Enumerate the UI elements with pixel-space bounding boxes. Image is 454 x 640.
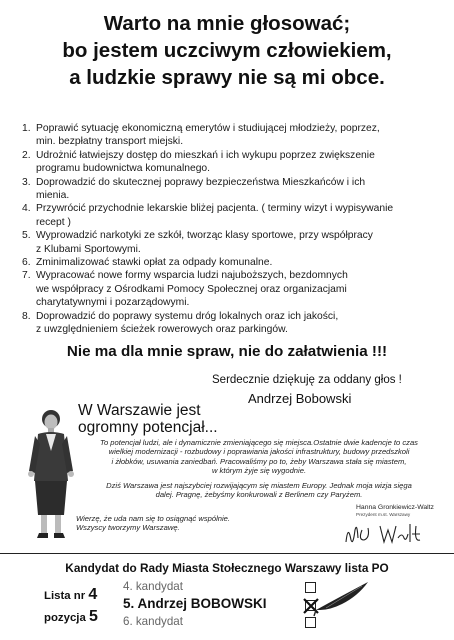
program-item-number: 4. <box>22 203 31 215</box>
program-item-line: programu budownictwa komunalnego. <box>36 163 211 175</box>
program-item-line: min. bezpłatny transport miejski. <box>36 136 184 148</box>
program-item-line: mienia. <box>36 190 70 202</box>
program-item <box>22 269 442 309</box>
thanks-note: Serdecznie dziękuję za oddany głos ! <box>212 374 402 386</box>
endorsement-paragraph <box>80 438 438 476</box>
program-item <box>22 176 442 203</box>
position-number: 5 <box>88 608 98 625</box>
program-item-line: Zminimalizować stawki opłat za odpady komunalne. <box>36 257 273 269</box>
program-item <box>22 202 442 229</box>
program-item-line: z Klubami Sportowymi. <box>36 243 141 255</box>
endorsement-closing-line: Wierzę, że uda nam się to osiągnąć wspólnie. <box>76 514 230 523</box>
program-item-line: Poprawić sytuację ekonomiczną emerytów i studiującej młodzieży, poprzez, <box>36 123 380 134</box>
endorsement-title <box>78 402 218 436</box>
list-number: 4 <box>88 586 98 603</box>
heading-line: Warto na mnie głosować; <box>103 12 351 35</box>
endorsement-body <box>80 438 438 504</box>
program-item-line: recept ) <box>36 216 71 228</box>
program-item-number: 8. <box>22 310 31 322</box>
program-item <box>22 256 442 269</box>
program-item-line: Udrożnić łatwiejszy dostęp do mieszkań i ich wykupu poprzez zwiększenie <box>36 149 375 161</box>
program-item-line: Doprowadzić do skutecznej poprawy bezpieczeństwa Mieszkańców i ich <box>36 176 366 188</box>
candidate-line: Kandydat do Rady Miasta Stołecznego Warszawy lista PO <box>65 561 389 575</box>
ballot-item-selected: 5. Andrzej BOBOWSKI <box>123 596 267 611</box>
candidate-signature-name: Andrzej Bobowski <box>248 391 352 406</box>
program-item <box>22 310 442 337</box>
list-label-text: Lista nr <box>44 590 86 602</box>
program-item-line: Przywrócić przychodnie lekarskie bliżej pacjenta. ( terminy wizyt i wypisywanie <box>36 203 394 215</box>
program-item-line: Wypracować nowe formy wsparcia ludzi najuboższych, bezdomnych <box>36 270 348 282</box>
endorser-role: Prezydent m.st. Warszawy <box>356 512 411 517</box>
program-item-number: 5. <box>22 230 31 242</box>
program-item <box>22 149 442 176</box>
endorsement-closing <box>76 514 230 533</box>
quill-pen-icon <box>312 580 372 620</box>
list-number-label <box>44 586 97 604</box>
handwritten-signature <box>340 518 426 550</box>
endorser-photo <box>26 409 76 541</box>
slogan: Nie ma dla mnie spraw, nie do załatwienia !!! <box>66 343 388 360</box>
program-item-line: z uwzględnieniem ścieżek rowerowych oraz parkingów. <box>36 324 288 336</box>
endorsement-line: dalej. Pragnę, żebyśmy konkurowali z Berlinem czy Paryżem. <box>155 490 363 500</box>
program-item-number: 7. <box>22 270 31 282</box>
program-item-number: 2. <box>22 149 31 161</box>
program-item-number: 3. <box>22 176 31 188</box>
program-item-number: 6. <box>22 257 31 269</box>
endorsement-line: Dziś Warszawa jest najszybciej rozwijającym się miastem Europy. Jednak moja wizja sięga <box>106 480 412 490</box>
endorser-name: Hanna Gronkiewicz-Waltz <box>356 504 434 511</box>
position-label-text: pozycja <box>44 612 86 624</box>
endorsement-line: w którym żyje się wygodnie. <box>211 466 307 476</box>
flyer-heading <box>0 10 454 91</box>
position-label <box>44 608 98 626</box>
endorsement-line: wielkiej modernizacji - rozbudowy i poprawiania jakości infrastruktury, budowy przedszkoli <box>108 447 410 457</box>
heading-line: bo jestem uczciwym człowiekiem, <box>62 39 392 62</box>
endorsement-line: i żłobków, usuwania zaniedbań. Pracowaliśmy po to, żeby Warszawa stała się miastem, <box>111 456 407 466</box>
endorsement-title-line: ogromny potencjał... <box>78 419 218 436</box>
program-item-line: Wyprowadzić narkotyki ze szkół, tworząc klasy sportowe, przy współpracy <box>36 230 373 242</box>
endorsement-title-line: W Warszawie jest <box>78 402 201 419</box>
section-divider <box>0 553 454 554</box>
program-list <box>22 122 442 337</box>
program-item <box>22 229 442 256</box>
ballot-item: 6. kandydat <box>123 615 183 628</box>
endorsement-line: To potencjał ludzi, ale i dynamicznie zmieniającego się miejsca.Ostatnie dwie kadencje to czas <box>100 438 418 447</box>
endorsement-closing-line: Wszyscy tworzymy Warszawę. <box>76 523 180 533</box>
program-item-line: Doprowadzić do poprawy systemu dróg lokalnych oraz ich jakości, <box>36 310 339 322</box>
heading-line: a ludzkie sprawy nie są mi obce. <box>69 66 385 89</box>
endorsement-paragraph <box>80 481 438 500</box>
program-item-line: charytatywnymi i pozarządowymi. <box>36 297 190 309</box>
ballot-item: 4. kandydat <box>123 580 183 593</box>
program-item-line: we współpracy z Ośrodkami Pomocy Społecznej oraz organizacjami <box>36 283 347 295</box>
program-item <box>22 122 442 149</box>
program-item-number: 1. <box>22 123 31 134</box>
